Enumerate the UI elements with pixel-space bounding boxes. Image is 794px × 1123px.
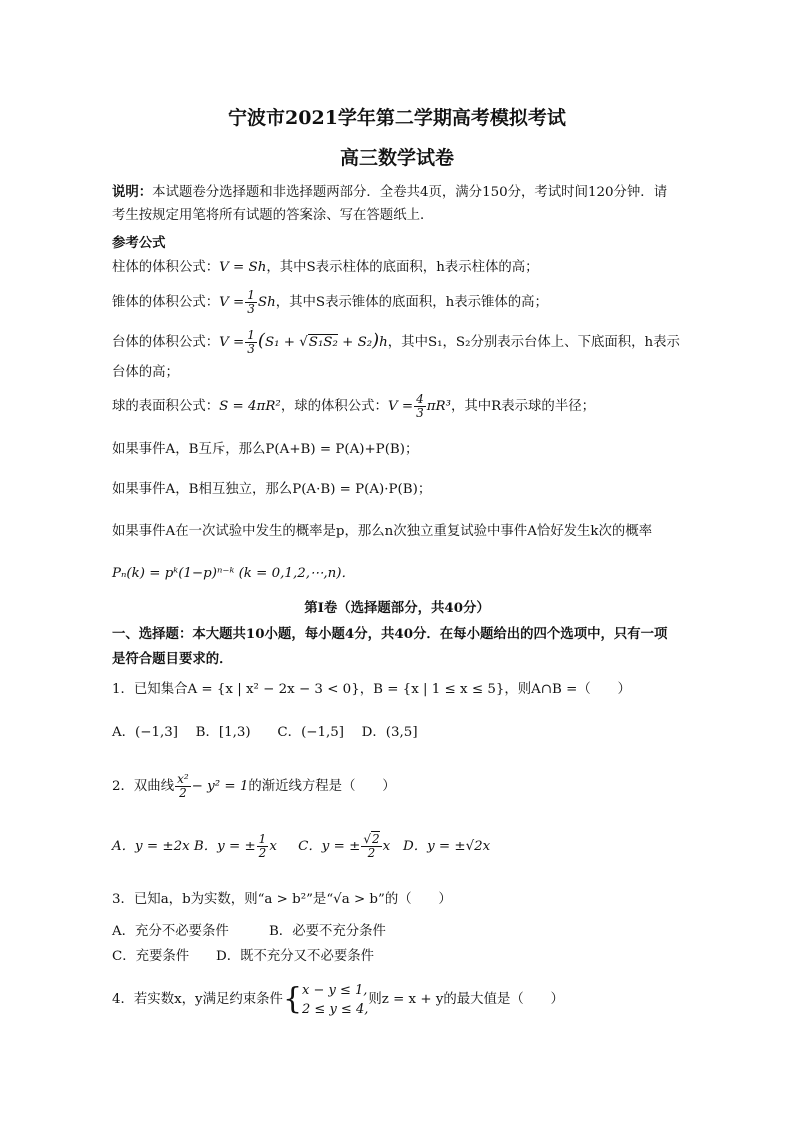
- prism-prefix: 柱体的体积公式：: [112, 260, 220, 275]
- frustum-formula-line: [112, 327, 680, 357]
- question-2-stem: [112, 770, 396, 804]
- q2-option-a: A．y = ±2x: [112, 839, 190, 854]
- mutex-events-line: 如果事件A，B互斥，那么P(A+B) = P(A)+P(B)；: [112, 442, 419, 457]
- sphere-area: S = 4πR²: [219, 399, 281, 414]
- section-1-title: 第Ⅰ卷（选择题部分，共40分）: [304, 600, 490, 616]
- question-2-suffix: 的渐近线方程是（ ）: [248, 779, 396, 794]
- pyramid-formula: V = $\frac{1}{3}$ Sh: [219, 288, 276, 316]
- exam-title: 宁波市2021学年第二学期高考模拟考试: [228, 107, 566, 129]
- system-brace: {: [282, 981, 303, 1017]
- frustum-desc-2: 台体的高；: [112, 365, 179, 380]
- question-4-stem: [112, 978, 564, 1022]
- question-3-options-cd: C．充要条件 D．既不充分又不必要条件: [112, 949, 375, 964]
- sphere-volume: V = $\frac{4}{3}$ πR³: [387, 392, 451, 420]
- q2-option-d: D．y = ±√2x: [402, 839, 491, 854]
- question-3-stem: 3．已知a，b为实数，则“a > b²”是“√a > b”的（ ）: [112, 892, 452, 907]
- constraint-1: x − y ≤ 1,: [302, 982, 368, 998]
- frustum-formula: V = $\frac{1}{3}$ (S₁ + √S₁S₂ + S₂)h: [219, 328, 388, 356]
- binomial-formula: Pₙ(k) = pᵏ(1−p)ⁿ⁻ᵏ (k = 0,1,2,⋯,n)．: [112, 566, 355, 581]
- section-1-instructions-1: 一、选择题：本大题共10小题，每小题4分，共40分．在每小题给出的四个选项中，只有一项: [112, 626, 668, 642]
- q2-option-c: C．y = ± $\frac{√2}{2}$ x: [298, 832, 391, 860]
- binomial-text-line: 如果事件A在一次试验中发生的概率是p，那么n次独立重复试验中事件A恰好发生k次的概率: [112, 524, 653, 539]
- pyramid-formula-line: [112, 289, 548, 317]
- question-3-options-ab: A．充分不必要条件 B．必要不充分条件: [112, 924, 386, 939]
- exam-subtitle: 高三数学试卷: [339, 147, 454, 169]
- section-1-instructions-2: 是符合题目要求的．: [112, 651, 233, 667]
- q2-option-b: B．y = ± $\frac{1}{2}$ x: [193, 832, 277, 860]
- question-1-stem: 1．已知集合A = {x | x² − 2x − 3 < 0}，B = {x | 1 ≤ x ≤ 5}，则A∩B =（ ）: [112, 682, 631, 697]
- question-2-prefix: 2．双曲线: [112, 779, 175, 794]
- prism-formula: V = Sh: [219, 260, 267, 275]
- instructions-line-1: [112, 183, 667, 202]
- instructions-text-1: 本试题卷分选择题和非选择题两部分．全卷共4页，满分150分，考试时间120分钟．请: [152, 185, 668, 200]
- frustum-prefix: 台体的体积公式：: [112, 335, 220, 350]
- question-2-options: [112, 830, 490, 864]
- sphere-prefix: 球的表面积公式：: [112, 399, 220, 414]
- instructions-label: 说明：: [112, 184, 153, 200]
- sphere-desc: ，其中R表示球的半径；: [451, 399, 595, 414]
- sphere-mid: ，球的体积公式：: [280, 399, 388, 414]
- instructions-line-2: 考生按规定用笔将所有试题的答案涂、写在答题纸上．: [112, 208, 434, 223]
- pyramid-desc: ，其中S表示锥体的底面积，h表示锥体的高；: [275, 295, 548, 310]
- frustum-desc: ，其中S₁，S₂分别表示台体上、下底面积，h表示: [387, 335, 680, 350]
- independent-events-line: 如果事件A，B相互独立，那么P(A·B) = P(A)·P(B)；: [112, 482, 432, 497]
- prism-formula-line: [112, 259, 539, 277]
- pyramid-prefix: 锥体的体积公式：: [112, 295, 220, 310]
- question-4-suffix: 则z = x + y的最大值是（ ）: [368, 992, 564, 1007]
- question-4-prefix: 4．若实数x，y满足约束条件: [112, 992, 283, 1007]
- formulas-heading: 参考公式: [112, 235, 166, 251]
- prism-desc: ，其中S表示柱体的底面积，h表示柱体的高；: [266, 260, 539, 275]
- constraint-system: [302, 981, 368, 1019]
- constraint-2: 2 ≤ y ≤ 4,: [302, 1001, 369, 1017]
- hyperbola-equation: $\frac{\text{x²}}{2}$ − y² = 1: [177, 772, 249, 800]
- question-1-options: A．(−1,3] B．[1,3) C．(−1,5] D．(3,5]: [112, 725, 418, 740]
- sphere-formula-line: [112, 393, 595, 421]
